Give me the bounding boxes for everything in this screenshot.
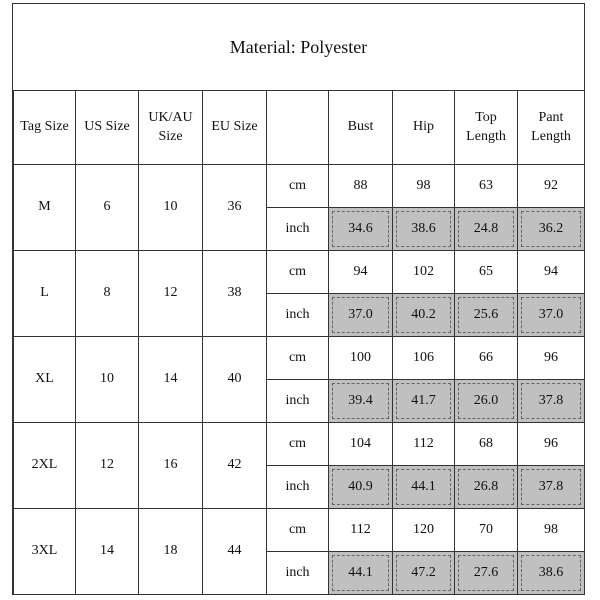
pant-length-inch-cell: 37.8 <box>518 466 585 509</box>
chart-title: Material: Polyester <box>13 4 584 91</box>
hip-inch-cell: 47.2 <box>393 552 455 595</box>
hip-inch-cell: 38.6 <box>393 208 455 251</box>
pant-length-cm-cell: 98 <box>518 509 585 552</box>
bust-cm-cell: 94 <box>329 251 393 294</box>
eu-size-cell: 44 <box>203 509 267 595</box>
unit-cell: cm <box>267 251 329 294</box>
header-top-length: Top Length <box>455 91 518 165</box>
unit-cell: cm <box>267 423 329 466</box>
us-size-cell: 6 <box>76 165 139 251</box>
table-row <box>14 251 585 294</box>
table-row <box>14 423 585 466</box>
ukau-size-cell: 14 <box>139 337 203 423</box>
us-size-cell: 10 <box>76 337 139 423</box>
hip-cm-cell: 112 <box>393 423 455 466</box>
unit-cell: inch <box>267 208 329 251</box>
bust-cm-cell: 104 <box>329 423 393 466</box>
top-length-cm-cell: 70 <box>455 509 518 552</box>
eu-size-cell: 42 <box>203 423 267 509</box>
unit-cell: inch <box>267 552 329 595</box>
header-ukau-size: UK/AU Size <box>139 91 203 165</box>
header-unit <box>267 91 329 165</box>
unit-cell: inch <box>267 466 329 509</box>
us-size-cell: 8 <box>76 251 139 337</box>
pant-length-inch-cell: 37.8 <box>518 380 585 423</box>
header-bust: Bust <box>329 91 393 165</box>
top-length-inch-cell: 24.8 <box>455 208 518 251</box>
us-size-cell: 12 <box>76 423 139 509</box>
tag-size-cell: XL <box>14 337 76 423</box>
size-table-body <box>14 165 585 595</box>
top-length-cm-cell: 68 <box>455 423 518 466</box>
bust-cm-cell: 100 <box>329 337 393 380</box>
hip-inch-cell: 44.1 <box>393 466 455 509</box>
eu-size-cell: 40 <box>203 337 267 423</box>
bust-cm-cell: 112 <box>329 509 393 552</box>
header-tag-size: Tag Size <box>14 91 76 165</box>
bust-inch-cell: 44.1 <box>329 552 393 595</box>
unit-cell: inch <box>267 380 329 423</box>
header-row <box>14 91 585 165</box>
hip-cm-cell: 98 <box>393 165 455 208</box>
pant-length-cm-cell: 96 <box>518 337 585 380</box>
top-length-cm-cell: 66 <box>455 337 518 380</box>
bust-inch-cell: 34.6 <box>329 208 393 251</box>
unit-cell: cm <box>267 337 329 380</box>
ukau-size-cell: 18 <box>139 509 203 595</box>
hip-cm-cell: 120 <box>393 509 455 552</box>
bust-inch-cell: 39.4 <box>329 380 393 423</box>
bust-inch-cell: 37.0 <box>329 294 393 337</box>
hip-cm-cell: 106 <box>393 337 455 380</box>
tag-size-cell: 2XL <box>14 423 76 509</box>
pant-length-inch-cell: 38.6 <box>518 552 585 595</box>
top-length-inch-cell: 26.0 <box>455 380 518 423</box>
pant-length-cm-cell: 94 <box>518 251 585 294</box>
eu-size-cell: 38 <box>203 251 267 337</box>
ukau-size-cell: 16 <box>139 423 203 509</box>
bust-cm-cell: 88 <box>329 165 393 208</box>
table-row <box>14 165 585 208</box>
header-eu-size: EU Size <box>203 91 267 165</box>
table-row <box>14 509 585 552</box>
size-chart <box>12 3 585 595</box>
unit-cell: cm <box>267 165 329 208</box>
hip-cm-cell: 102 <box>393 251 455 294</box>
unit-cell: cm <box>267 509 329 552</box>
tag-size-cell: M <box>14 165 76 251</box>
pant-length-cm-cell: 96 <box>518 423 585 466</box>
header-hip: Hip <box>393 91 455 165</box>
top-length-cm-cell: 65 <box>455 251 518 294</box>
hip-inch-cell: 41.7 <box>393 380 455 423</box>
tag-size-cell: L <box>14 251 76 337</box>
header-pant-length: Pant Length <box>518 91 585 165</box>
size-table <box>13 90 585 595</box>
header-us-size: US Size <box>76 91 139 165</box>
us-size-cell: 14 <box>76 509 139 595</box>
ukau-size-cell: 10 <box>139 165 203 251</box>
eu-size-cell: 36 <box>203 165 267 251</box>
ukau-size-cell: 12 <box>139 251 203 337</box>
top-length-inch-cell: 27.6 <box>455 552 518 595</box>
top-length-inch-cell: 26.8 <box>455 466 518 509</box>
unit-cell: inch <box>267 294 329 337</box>
tag-size-cell: 3XL <box>14 509 76 595</box>
pant-length-cm-cell: 92 <box>518 165 585 208</box>
table-row <box>14 337 585 380</box>
pant-length-inch-cell: 37.0 <box>518 294 585 337</box>
top-length-inch-cell: 25.6 <box>455 294 518 337</box>
pant-length-inch-cell: 36.2 <box>518 208 585 251</box>
bust-inch-cell: 40.9 <box>329 466 393 509</box>
hip-inch-cell: 40.2 <box>393 294 455 337</box>
top-length-cm-cell: 63 <box>455 165 518 208</box>
